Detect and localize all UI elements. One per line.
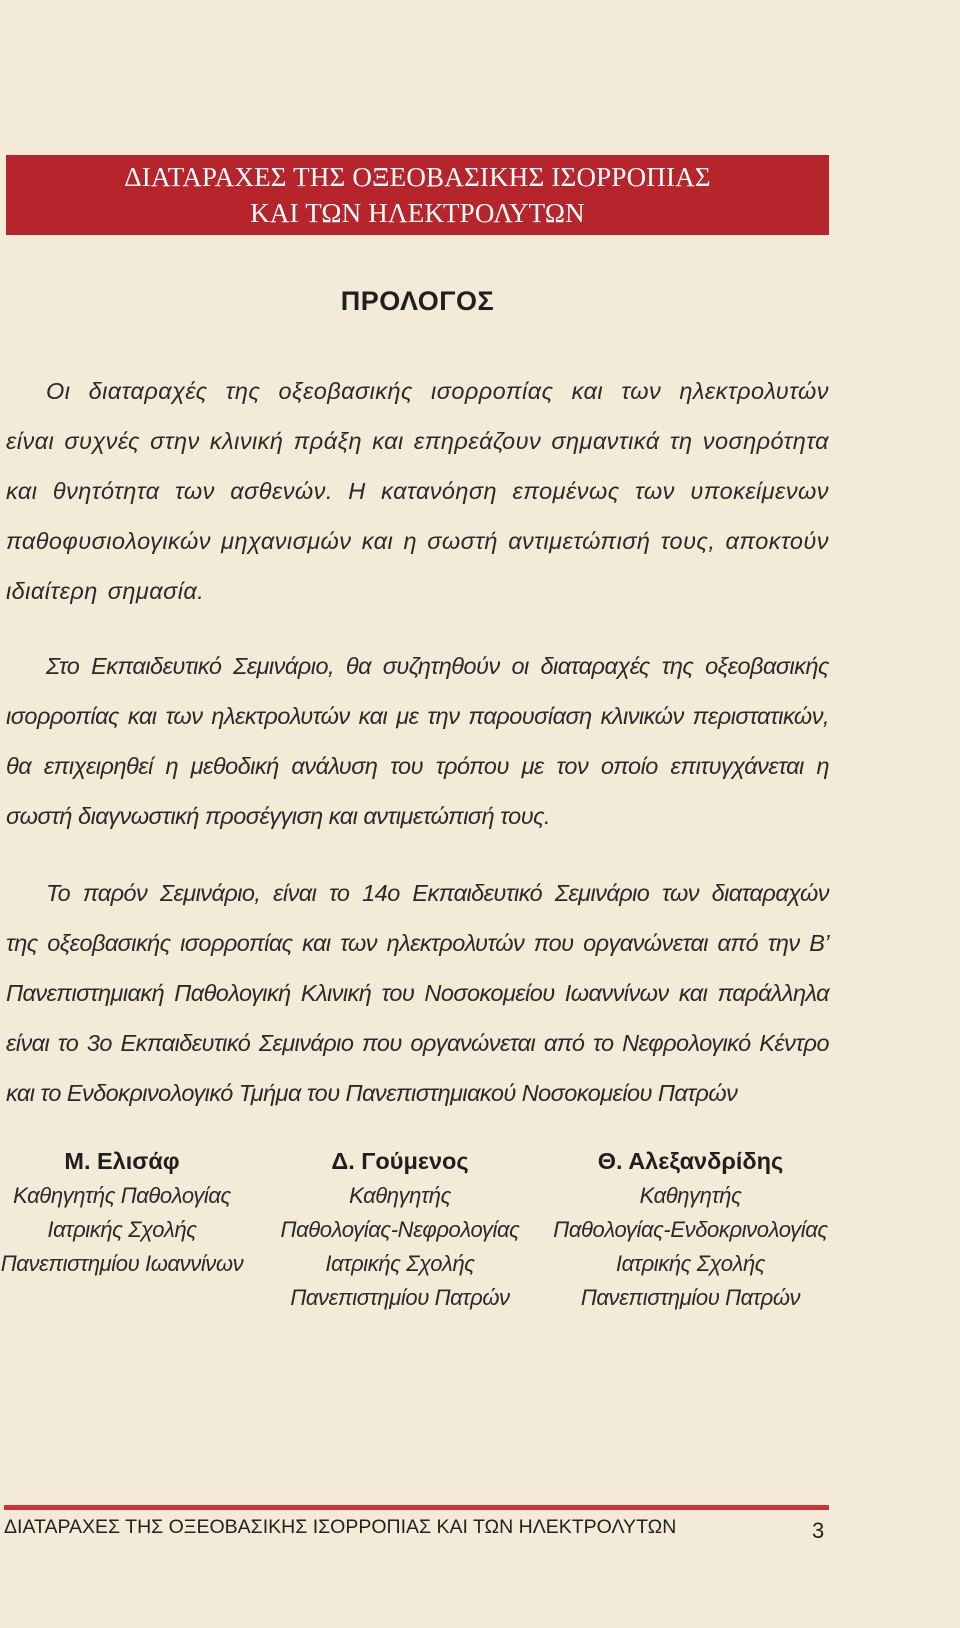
paragraph-line: Το παρόν Σεμινάριο, είναι το 14ο Εκπαιδευτικό Σεμινάριο των διαταραχών bbox=[46, 880, 829, 906]
paragraph-line: θα επιχειρηθεί η μεθοδική ανάλυση του τρόπου με τον οποίο επιτυγχάνεται η bbox=[6, 753, 829, 779]
signatory-name: Μ. Ελισάφ bbox=[64, 1148, 180, 1174]
paragraph-line: και θνητότητα των ασθενών. Η κατανόηση επομένως των υποκείμενων bbox=[6, 478, 829, 504]
paragraph-line: και το Ενδοκρινολογικό Τμήμα του Πανεπιστημιακού Νοσοκομείου Πατρών bbox=[6, 1080, 738, 1106]
footer-divider bbox=[4, 1505, 829, 1510]
signatory-title-line: Καθηγητής bbox=[639, 1183, 742, 1208]
paragraph-line: ιδιαίτερη σημασία. bbox=[6, 578, 205, 604]
signatory-title-line: Καθηγητής Παθολογίας bbox=[13, 1183, 231, 1208]
paragraph-line: παθοφυσιολογικών μηχανισμών και η σωστή αντιμετώπισή τους, αποκτούν bbox=[6, 528, 829, 554]
signatory-title-line: Ιατρικής Σχολής bbox=[615, 1251, 766, 1276]
paragraph-line: είναι το 3ο Εκπαιδευτικό Σεμινάριο που οργανώνεται από το Νεφρολογικό Κέντρο bbox=[6, 1030, 829, 1056]
signatory-title-line: Ιατρικής Σχολής bbox=[325, 1251, 475, 1276]
signatory-title-line: Παθολογίας-Ενδοκρινολογίας bbox=[553, 1217, 828, 1242]
paragraph-3 bbox=[6, 868, 829, 1118]
title-banner bbox=[6, 155, 829, 235]
signatory-name: Θ. Αλεξανδρίδης bbox=[597, 1148, 784, 1174]
paragraph-line: Οι διαταραχές της οξεοβασικής ισορροπίας και των ηλεκτρολυτών bbox=[46, 378, 829, 404]
paragraph-line: Στο Εκπαιδευτικό Σεμινάριο, θα συζητηθούν οι διαταραχές της οξεοβασικής bbox=[46, 653, 829, 679]
signatory-title-line: Παθολογίας-Νεφρολογίας bbox=[280, 1217, 520, 1242]
section-heading: ΠΡΟΛΟΓΟΣ bbox=[340, 286, 495, 316]
paragraph-2 bbox=[6, 641, 829, 841]
signatory-name: Δ. Γούμενος bbox=[331, 1148, 469, 1174]
paragraph-line: ισορροπίας και των ηλεκτρολυτών και με την παρουσίαση κλινικών περιστατικών, bbox=[6, 703, 829, 729]
signature-elisaf bbox=[0, 1146, 244, 1281]
signature-alexandrides bbox=[548, 1146, 833, 1315]
paragraph-1 bbox=[6, 366, 829, 616]
signatory-title-line: Πανεπιστημίου Πατρών bbox=[290, 1285, 510, 1310]
signature-block bbox=[0, 1146, 835, 1326]
signatory-title-line: Ιατρικής Σχολής bbox=[47, 1217, 197, 1242]
signatory-title-line: Καθηγητής bbox=[349, 1183, 451, 1208]
paragraph-line: Πανεπιστημιακή Παθολογική Κλινική του Νοσοκομείου Ιωαννίνων και παράλληλα bbox=[6, 980, 829, 1006]
banner-title-line-2: ΚΑΙ ΤΩΝ ΗΛΕΚΤΡΟΛΥΤΩΝ bbox=[250, 198, 585, 228]
paragraph-line: της οξεοβασικής ισορροπίας και των ηλεκτρολυτών που οργανώνεται από την Β’ bbox=[6, 930, 829, 956]
paragraph-line: είναι συχνές στην κλινική πράξη και επηρεάζουν σημαντικά τη νοσηρότητα bbox=[6, 428, 829, 454]
signature-goumenos bbox=[270, 1146, 530, 1315]
signatory-title-line: Πανεπιστημίου Ιωαννίνων bbox=[0, 1251, 244, 1276]
banner-title-line-1: ΔΙΑΤΑΡΑΧΕΣ ΤΗΣ ΟΞΕΟΒΑΣΙΚΗΣ ΙΣΟΡΡΟΠΙΑΣ bbox=[124, 162, 711, 192]
paragraph-line: σωστή διαγνωστική προσέγγιση και αντιμετώπισή τους. bbox=[6, 803, 551, 829]
footer-running-title: ΔΙΑΤΑΡΑΧΕΣ ΤΗΣ ΟΞΕΟΒΑΣΙΚΗΣ ΙΣΟΡΡΟΠΙΑΣ ΚΑΙ ΤΩΝ ΗΛΕΚΤΡΟΛΥΤΩΝ bbox=[4, 1516, 677, 1538]
page-number: 3 bbox=[812, 1518, 825, 1543]
signatory-title-line: Πανεπιστημίου Πατρών bbox=[580, 1285, 801, 1310]
